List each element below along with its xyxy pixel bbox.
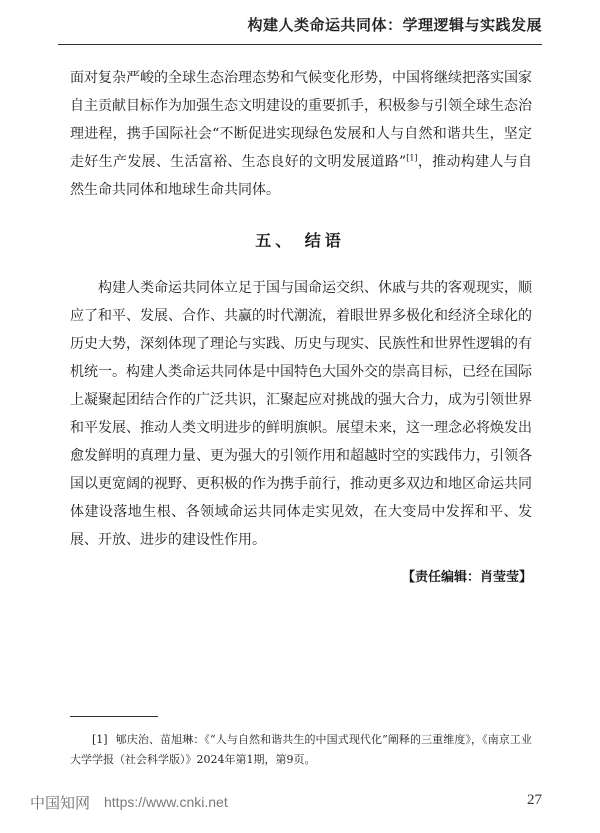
header-divider: [58, 44, 542, 45]
footnote: [70, 730, 532, 770]
editor-note: 【责任编辑：肖莹莹】: [401, 570, 532, 585]
section-heading: 五、 结语: [255, 231, 345, 250]
paragraph-1-text: 面对复杂严峻的全球生态治理态势和气候变化形势，中国将继续把落实国家自主贡献目标作为加强生态文明建设的重要抓手，积极参与引领全球生态治理进程，携手国际社会“不断促进实现绿色发展和人与自然和谐共生，坚定走好生产发展、生活富裕、生态良好的文明发展道路”: [70, 70, 532, 170]
footnote-divider: [70, 716, 158, 717]
footnote-text: 郇庆治、苗旭琳：《“人与自然和谐共生的中国式现代化”阐释的三重维度》，《南京工业大学学报（社会科学版）》2024年第1期，第9页。: [70, 733, 532, 766]
cnki-logo: 中国知网: [30, 794, 91, 812]
source-url[interactable]: https://www.cnki.net: [104, 794, 228, 810]
running-header-title: 构建人类命运共同体：学理逻辑与实践发展: [247, 16, 542, 34]
citation-marker[interactable]: [1]: [406, 153, 418, 163]
paragraph-1-tail: ，推动构建人与自然生命共同体和地球生命共同体。: [70, 154, 533, 198]
paragraph-2: 构建人类命运共同体立足于国与国命运交织、休戚与共的客观现实，顺应了和平、发展、合作、共赢的时代潮流，着眼世界多极化和经济全球化的历史大势，深刻体现了理论与实践、历史与现实、民族性和世界性逻辑的有机统一。构建人类命运共同体是中国特色大国外交的崇高目标，已经在国际上凝聚起团结合作的广泛共识，汇聚起应对挑战的强大合力，成为引领世界和平发展、推动人类文明进步的鲜明旗帜。展望未来，这一理念必将焕发出愈发鲜明的真理力量、更为强大的引领作用和超越时空的实践伟力，引领各国以更宽阔的视野、更积极的作为携手前行，推动更多双边和地区命运共同体建设落地生根、各领域命运共同体走实见效，在大变局中发挥和平、发展、开放、进步的建设性作用。: [70, 280, 532, 548]
page-number: 27: [527, 792, 542, 808]
footnote-marker: [1]: [92, 733, 108, 746]
paragraph-1: [70, 64, 532, 204]
